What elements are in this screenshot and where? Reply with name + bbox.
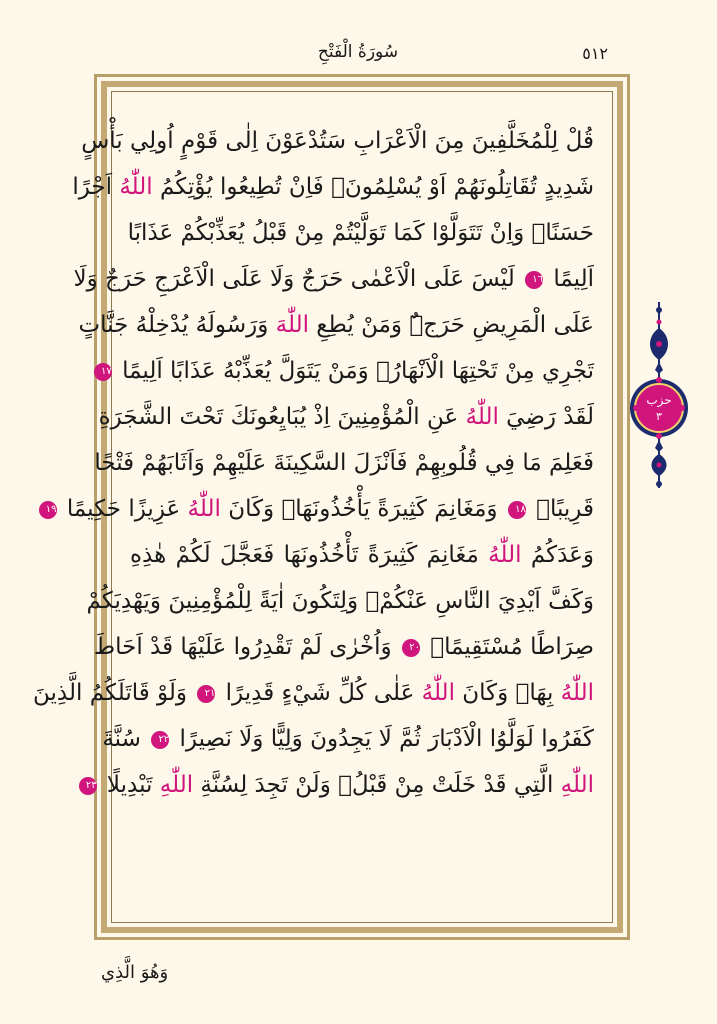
verse-text: وَلَوْ قَاتَلَكُمُ الَّذِينَ <box>33 680 195 706</box>
verse-text: شَدِيدٍ تُقَاتِلُونَهُمْ اَوْ يُسْلِمُونَۚ فَاِنْ تُطِيعُوا يُؤْتِكُمُ <box>152 174 594 200</box>
verse-text: عَنِ الْمُؤْمِنِينَ اِذْ يُبَايِعُونَكَ تَحْتَ الشَّجَرَةِ <box>98 404 466 430</box>
page-frame <box>33 74 630 940</box>
verse-line <box>72 164 594 210</box>
verse-text: وَرَسُولَهُ يُدْخِلْهُ جَنَّاتٍ <box>78 312 276 338</box>
divine-name: اللّٰهُ <box>421 680 455 706</box>
verse-number-marker: ١٨ <box>508 501 526 519</box>
page-header <box>0 42 717 72</box>
divine-name: اللّٰهِ <box>159 772 194 798</box>
hizb-ornament-icon <box>627 300 691 490</box>
verse-text: قُلْ لِلْمُخَلَّفِينَ مِنَ الْاَعْرَابِ سَتُدْعَوْنَ اِلٰى قَوْمٍ اُولِي بَأْسٍ <box>81 128 594 154</box>
page-number: ٥١٢ <box>582 44 608 63</box>
hizb-number: ٣ <box>656 410 662 423</box>
divine-name: اللّٰهُ <box>465 404 499 430</box>
verse-text: عَلَى الْمَرِيضِ حَرَجٌۜ وَمَنْ يُطِعِ <box>308 312 594 338</box>
verse-line <box>98 394 594 440</box>
verse-number-marker: ١٩ <box>39 501 57 519</box>
verse-text: صِرَاطًا مُسْتَقِيمًاۙ <box>422 634 594 660</box>
verse-text: اَجْرًا <box>72 174 120 200</box>
verse-text: سُنَّةَ <box>102 726 149 752</box>
verse-text: وَعَدَكُمُ <box>521 542 594 568</box>
verse-number-marker: ٢١ <box>197 685 215 703</box>
verse-text: كَفَرُوا لَوَلَّوُا الْاَدْبَارَ ثُمَّ لَا يَجِدُونَ وَلِيًّا وَلَا نَصِيرًا <box>172 726 594 752</box>
verse-line <box>78 302 594 348</box>
verse-line <box>101 348 594 394</box>
divine-name: اللّٰهُ <box>560 680 594 706</box>
verse-text: بِهَاۜ وَكَانَ <box>454 680 561 706</box>
text-area <box>33 91 613 923</box>
divine-name: اللّٰهَ <box>275 312 309 338</box>
quran-text <box>33 92 612 922</box>
verse-number-marker: ٢٣ <box>79 777 97 795</box>
next-page-word: وَهُوَ الَّذِي <box>101 962 169 983</box>
verse-text: لَيْسَ عَلَى الْاَعْمٰى حَرَجٌ وَلَا عَلَى الْاَعْرَجِ حَرَجٌ وَلَا <box>73 266 523 292</box>
verse-number-marker: ٢٠ <box>402 639 420 657</box>
verse-line <box>33 670 594 716</box>
divine-name: اللّٰهُ <box>119 174 153 200</box>
verse-line <box>94 440 594 486</box>
divine-name: اللّٰهُ <box>488 542 522 568</box>
verse-line <box>45 486 594 532</box>
verse-text: وَاُخْرٰى لَمْ تَقْدِرُوا عَلَيْهَا قَدْ اَحَاطَ <box>93 634 399 660</box>
verse-number-marker: ١٦ <box>525 271 543 289</box>
verse-line <box>127 210 594 256</box>
verse-text: قَرِيبًاۙ <box>528 496 594 522</box>
verse-text: حَسَنًاۚ وَاِنْ تَتَوَلَّوْا كَمَا تَوَلَّيْتُمْ مِنْ قَبْلُ يُعَذِّبْكُمْ عَذَابًا <box>127 220 594 246</box>
verse-line <box>73 256 594 302</box>
divine-name: اللّٰهِ <box>560 772 594 798</box>
verse-number-marker: ٢٢ <box>151 731 169 749</box>
verse-line <box>86 578 594 624</box>
verse-line <box>130 532 594 578</box>
verse-text: لَقَدْ رَضِيَ <box>498 404 594 430</box>
verse-text: عَزِيزًا حَكِيمًا <box>59 496 188 522</box>
verse-text: وَمَغَانِمَ كَثِيرَةً يَأْخُذُونَهَاۜ وَكَانَ <box>220 496 505 522</box>
verse-line <box>93 624 594 670</box>
verse-line <box>102 716 594 762</box>
verse-text: اَلِيمًا <box>546 266 594 292</box>
verse-text: الَّتِي قَدْ خَلَتْ مِنْ قَبْلُۚ وَلَنْ تَجِدَ لِسُنَّةِ <box>193 772 561 798</box>
verse-line <box>81 118 594 164</box>
verse-text: مَغَانِمَ كَثِيرَةً تَأْخُذُونَهَا فَعَجَّلَ لَكُمْ هٰذِهِ <box>130 542 489 568</box>
hizb-label: حزب <box>646 393 672 407</box>
hizb-marker <box>627 300 691 490</box>
verse-text: وَكَفَّ اَيْدِيَ النَّاسِ عَنْكُمْۚ وَلِتَكُونَ اٰيَةً لِلْمُؤْمِنِينَ وَيَهْدِيَكُمْ <box>86 588 594 614</box>
verse-number-marker: ١٧ <box>94 363 112 381</box>
verse-text: تَبْدِيلًا <box>99 772 160 798</box>
verse-text: فَعَلِمَ مَا فِي قُلُوبِهِمْ فَاَنْزَلَ السَّكِينَةَ عَلَيْهِمْ وَاَثَابَهُمْ فَتْحًا <box>94 450 594 476</box>
verse-text: تَجْرِي مِنْ تَحْتِهَا الْاَنْهَارُۚ وَمَنْ يَتَوَلَّ يُعَذِّبْهُ عَذَابًا اَلِيمًا <box>114 358 594 384</box>
divine-name: اللّٰهُ <box>187 496 221 522</box>
verse-line <box>85 762 594 808</box>
frame-border <box>33 81 623 933</box>
verse-text: عَلٰى كُلِّ شَيْءٍ قَدِيرًا <box>218 680 422 706</box>
surah-name: سُورَةُ الْفَتْحِ <box>317 42 399 62</box>
